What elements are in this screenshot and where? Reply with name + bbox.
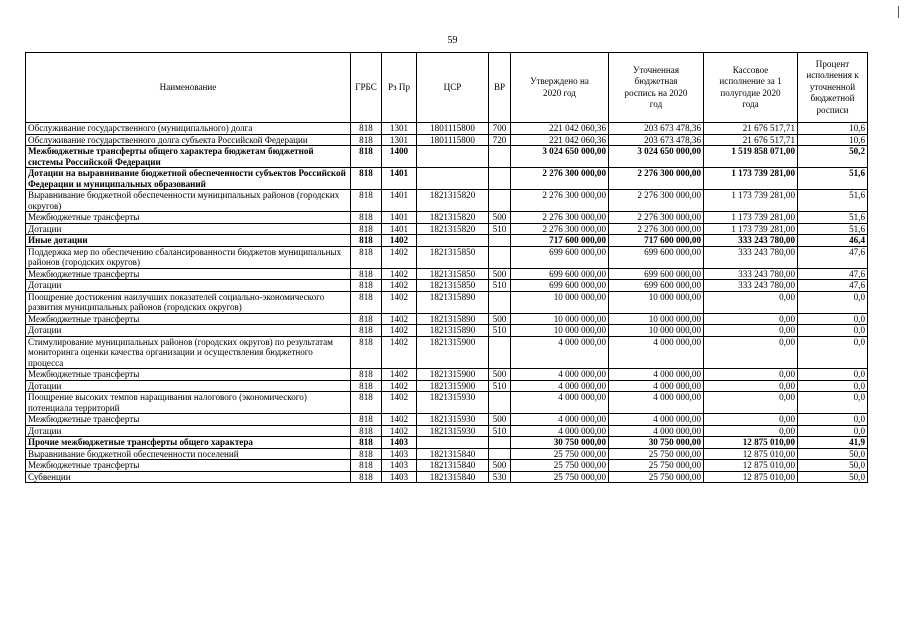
table-row — [26, 134, 868, 146]
row-cash: 333 243 780,00 — [704, 246, 798, 268]
table-row — [26, 246, 868, 268]
row-approved: 25 750 000,00 — [511, 471, 609, 483]
row-name: Выравнивание бюджетной обеспеченности поселений — [26, 448, 351, 460]
row-name: Дотации — [26, 425, 351, 437]
row-grbs: 818 — [351, 325, 382, 337]
row-grbs: 818 — [351, 437, 382, 449]
row-rzpr: 1403 — [382, 437, 417, 449]
row-rzpr: 1402 — [382, 392, 417, 414]
table-row — [26, 291, 868, 313]
row-percent: 41,9 — [798, 437, 868, 449]
row-grbs: 818 — [351, 471, 382, 483]
row-approved: 3 024 650 000,00 — [511, 146, 609, 168]
table-row — [26, 414, 868, 426]
row-vr — [489, 235, 511, 247]
row-percent: 47,6 — [798, 280, 868, 292]
row-csr: 1821315840 — [417, 471, 489, 483]
row-percent: 0,0 — [798, 380, 868, 392]
row-cash: 1 173 739 281,00 — [704, 212, 798, 224]
row-csr: 1801115800 — [417, 134, 489, 146]
row-vr: 510 — [489, 223, 511, 235]
row-name: Межбюджетные трансферты общего характера бюджетам бюджетной системы Российской Федерации — [26, 146, 351, 168]
row-approved: 30 750 000,00 — [511, 437, 609, 449]
row-grbs: 818 — [351, 460, 382, 472]
row-percent: 51,6 — [798, 168, 868, 190]
row-cash: 333 243 780,00 — [704, 268, 798, 280]
header-rzpr: Рз Пр — [382, 53, 417, 123]
row-grbs: 818 — [351, 123, 382, 135]
row-vr: 530 — [489, 471, 511, 483]
table-row — [26, 437, 868, 449]
row-cash: 0,00 — [704, 291, 798, 313]
row-approved: 2 276 300 000,00 — [511, 223, 609, 235]
table-row — [26, 392, 868, 414]
row-csr: 1821315820 — [417, 223, 489, 235]
row-refined: 4 000 000,00 — [609, 414, 704, 426]
row-refined: 3 024 650 000,00 — [609, 146, 704, 168]
row-name: Межбюджетные трансферты — [26, 414, 351, 426]
table-body — [26, 123, 868, 483]
row-cash: 0,00 — [704, 369, 798, 381]
row-csr — [417, 235, 489, 247]
row-grbs: 818 — [351, 291, 382, 313]
row-vr: 700 — [489, 123, 511, 135]
row-vr: 500 — [489, 268, 511, 280]
row-csr: 1821315890 — [417, 291, 489, 313]
row-vr: 720 — [489, 134, 511, 146]
budget-table — [25, 52, 868, 483]
table-row — [26, 448, 868, 460]
row-vr: 510 — [489, 425, 511, 437]
row-cash: 12 875 010,00 — [704, 448, 798, 460]
row-refined: 4 000 000,00 — [609, 336, 704, 369]
row-percent: 51,6 — [798, 190, 868, 212]
row-name: Обслуживание государственного долга субъекта Российской Федерации — [26, 134, 351, 146]
row-approved: 4 000 000,00 — [511, 425, 609, 437]
header-name: Наименование — [26, 53, 351, 123]
row-percent: 0,0 — [798, 313, 868, 325]
row-refined: 203 673 478,36 — [609, 134, 704, 146]
row-approved: 699 600 000,00 — [511, 246, 609, 268]
row-grbs: 818 — [351, 369, 382, 381]
row-approved: 221 042 060,36 — [511, 134, 609, 146]
row-grbs: 818 — [351, 336, 382, 369]
row-name: Поощрение достижения наилучших показателей социально-экономического развития муниципальных районов (городских округов) — [26, 291, 351, 313]
table-row — [26, 425, 868, 437]
row-rzpr: 1402 — [382, 369, 417, 381]
row-refined: 2 276 300 000,00 — [609, 190, 704, 212]
row-grbs: 818 — [351, 448, 382, 460]
row-percent: 0,0 — [798, 369, 868, 381]
row-rzpr: 1403 — [382, 471, 417, 483]
row-grbs: 818 — [351, 168, 382, 190]
row-grbs: 818 — [351, 280, 382, 292]
row-refined: 2 276 300 000,00 — [609, 212, 704, 224]
row-grbs: 818 — [351, 235, 382, 247]
header-grbs: ГРБС — [351, 53, 382, 123]
row-refined: 4 000 000,00 — [609, 380, 704, 392]
table-row — [26, 168, 868, 190]
row-csr: 1821315900 — [417, 380, 489, 392]
row-refined: 25 750 000,00 — [609, 460, 704, 472]
row-percent: 47,6 — [798, 246, 868, 268]
row-name: Межбюджетные трансферты — [26, 369, 351, 381]
row-cash: 333 243 780,00 — [704, 235, 798, 247]
row-percent: 51,6 — [798, 212, 868, 224]
row-approved: 2 276 300 000,00 — [511, 212, 609, 224]
row-rzpr: 1402 — [382, 425, 417, 437]
row-approved: 10 000 000,00 — [511, 313, 609, 325]
row-refined: 699 600 000,00 — [609, 268, 704, 280]
row-cash: 21 676 517,71 — [704, 123, 798, 135]
header-vr: ВР — [489, 53, 511, 123]
row-vr: 510 — [489, 280, 511, 292]
row-name: Субвенции — [26, 471, 351, 483]
row-refined: 10 000 000,00 — [609, 325, 704, 337]
row-cash: 1 173 739 281,00 — [704, 190, 798, 212]
row-vr: 500 — [489, 414, 511, 426]
row-approved: 25 750 000,00 — [511, 448, 609, 460]
table-row — [26, 460, 868, 472]
row-cash: 1 173 739 281,00 — [704, 223, 798, 235]
row-rzpr: 1402 — [382, 291, 417, 313]
row-vr: 500 — [489, 212, 511, 224]
row-percent: 51,6 — [798, 223, 868, 235]
row-name: Выравнивание бюджетной обеспеченности муниципальных районов (городских округов) — [26, 190, 351, 212]
row-rzpr: 1301 — [382, 134, 417, 146]
row-vr: 510 — [489, 325, 511, 337]
row-vr: 510 — [489, 380, 511, 392]
row-percent: 50,0 — [798, 471, 868, 483]
row-cash: 0,00 — [704, 313, 798, 325]
table-header-row — [26, 53, 868, 123]
row-percent: 0,0 — [798, 414, 868, 426]
table-row — [26, 325, 868, 337]
row-grbs: 818 — [351, 190, 382, 212]
row-rzpr: 1402 — [382, 313, 417, 325]
row-name: Иные дотации — [26, 235, 351, 247]
row-csr: 1821315840 — [417, 448, 489, 460]
row-approved: 4 000 000,00 — [511, 392, 609, 414]
row-name: Дотации — [26, 325, 351, 337]
row-refined: 25 750 000,00 — [609, 471, 704, 483]
row-csr: 1821315850 — [417, 246, 489, 268]
row-vr — [489, 246, 511, 268]
row-csr: 1821315930 — [417, 392, 489, 414]
row-name: Дотации — [26, 380, 351, 392]
table-row — [26, 471, 868, 483]
table-row — [26, 369, 868, 381]
row-cash: 0,00 — [704, 414, 798, 426]
row-name: Обслуживание государственного (муниципального) долга — [26, 123, 351, 135]
row-grbs: 818 — [351, 313, 382, 325]
row-refined: 4 000 000,00 — [609, 369, 704, 381]
row-cash: 12 875 010,00 — [704, 437, 798, 449]
row-refined: 25 750 000,00 — [609, 448, 704, 460]
row-csr: 1801115800 — [417, 123, 489, 135]
row-name: Поддержка мер по обеспечению сбалансированности бюджетов муниципальных районов (городских округов) — [26, 246, 351, 268]
row-grbs: 818 — [351, 268, 382, 280]
row-vr — [489, 437, 511, 449]
row-vr — [489, 392, 511, 414]
row-cash: 0,00 — [704, 425, 798, 437]
row-percent: 0,0 — [798, 325, 868, 337]
row-percent: 0,0 — [798, 392, 868, 414]
table-row — [26, 223, 868, 235]
row-csr: 1821315850 — [417, 268, 489, 280]
row-csr: 1821315820 — [417, 212, 489, 224]
row-vr — [489, 448, 511, 460]
row-grbs: 818 — [351, 134, 382, 146]
row-rzpr: 1301 — [382, 123, 417, 135]
row-approved: 699 600 000,00 — [511, 280, 609, 292]
header-approved: Утверждено на 2020 год — [511, 53, 609, 123]
row-grbs: 818 — [351, 425, 382, 437]
row-csr: 1821315930 — [417, 414, 489, 426]
row-name: Прочие межбюджетные трансферты общего характера — [26, 437, 351, 449]
row-rzpr: 1401 — [382, 168, 417, 190]
row-approved: 10 000 000,00 — [511, 291, 609, 313]
row-grbs: 818 — [351, 212, 382, 224]
row-cash: 333 243 780,00 — [704, 280, 798, 292]
row-csr: 1821315900 — [417, 336, 489, 369]
row-name: Межбюджетные трансферты — [26, 268, 351, 280]
row-name: Стимулирование муниципальных районов (городских округов) по результатам мониторинга оценки качества организации и осуществления бюджетного процесса — [26, 336, 351, 369]
table-row — [26, 380, 868, 392]
row-rzpr: 1402 — [382, 246, 417, 268]
row-refined: 4 000 000,00 — [609, 392, 704, 414]
row-refined: 10 000 000,00 — [609, 313, 704, 325]
row-percent: 0,0 — [798, 425, 868, 437]
row-approved: 4 000 000,00 — [511, 414, 609, 426]
row-cash: 0,00 — [704, 325, 798, 337]
row-csr — [417, 168, 489, 190]
row-approved: 221 042 060,36 — [511, 123, 609, 135]
row-grbs: 818 — [351, 392, 382, 414]
table-row — [26, 313, 868, 325]
row-refined: 203 673 478,36 — [609, 123, 704, 135]
row-rzpr: 1402 — [382, 336, 417, 369]
row-cash: 1 519 858 071,00 — [704, 146, 798, 168]
row-vr — [489, 190, 511, 212]
row-cash: 12 875 010,00 — [704, 471, 798, 483]
row-percent: 0,0 — [798, 291, 868, 313]
row-csr: 1821315820 — [417, 190, 489, 212]
row-vr: 500 — [489, 460, 511, 472]
row-rzpr: 1403 — [382, 448, 417, 460]
row-refined: 2 276 300 000,00 — [609, 223, 704, 235]
row-name: Межбюджетные трансферты — [26, 313, 351, 325]
row-csr — [417, 146, 489, 168]
row-refined: 717 600 000,00 — [609, 235, 704, 247]
row-csr: 1821315930 — [417, 425, 489, 437]
row-cash: 0,00 — [704, 336, 798, 369]
header-refined: Уточненная бюджетная роспись на 2020 год — [609, 53, 704, 123]
row-csr: 1821315850 — [417, 280, 489, 292]
row-percent: 0,0 — [798, 336, 868, 369]
row-percent: 50,2 — [798, 146, 868, 168]
row-cash: 12 875 010,00 — [704, 460, 798, 472]
page-number: 59 — [447, 35, 458, 46]
row-vr: 500 — [489, 369, 511, 381]
row-cash: 21 676 517,71 — [704, 134, 798, 146]
row-rzpr: 1401 — [382, 190, 417, 212]
row-approved: 2 276 300 000,00 — [511, 190, 609, 212]
header-csr: ЦСР — [417, 53, 489, 123]
header-cash: Кассовое исполнение за 1 полугодие 2020 года — [704, 53, 798, 123]
row-rzpr: 1402 — [382, 414, 417, 426]
row-percent: 47,6 — [798, 268, 868, 280]
row-refined: 2 276 300 000,00 — [609, 168, 704, 190]
row-rzpr: 1402 — [382, 325, 417, 337]
row-csr — [417, 437, 489, 449]
row-rzpr: 1402 — [382, 235, 417, 247]
row-refined: 30 750 000,00 — [609, 437, 704, 449]
row-approved: 10 000 000,00 — [511, 325, 609, 337]
row-name: Поощрение высоких темпов наращивания налогового (экономического) потенциала территорий — [26, 392, 351, 414]
page-edge-mark — [898, 6, 899, 18]
row-cash: 0,00 — [704, 380, 798, 392]
row-percent: 10,6 — [798, 134, 868, 146]
table-row — [26, 146, 868, 168]
row-percent: 50,0 — [798, 460, 868, 472]
table-row — [26, 235, 868, 247]
row-refined: 699 600 000,00 — [609, 280, 704, 292]
table-row — [26, 280, 868, 292]
row-rzpr: 1402 — [382, 268, 417, 280]
row-rzpr: 1401 — [382, 223, 417, 235]
row-name: Межбюджетные трансферты — [26, 460, 351, 472]
row-csr: 1821315900 — [417, 369, 489, 381]
table-row — [26, 123, 868, 135]
row-grbs: 818 — [351, 246, 382, 268]
row-name: Межбюджетные трансферты — [26, 212, 351, 224]
row-csr: 1821315840 — [417, 460, 489, 472]
row-approved: 2 276 300 000,00 — [511, 168, 609, 190]
header-percent: Процент исполнения к уточненной бюджетной росписи — [798, 53, 868, 123]
row-grbs: 818 — [351, 146, 382, 168]
row-csr: 1821315890 — [417, 325, 489, 337]
row-percent: 10,6 — [798, 123, 868, 135]
row-cash: 1 173 739 281,00 — [704, 168, 798, 190]
row-grbs: 818 — [351, 380, 382, 392]
row-csr: 1821315890 — [417, 313, 489, 325]
row-name: Дотации — [26, 223, 351, 235]
table-row — [26, 336, 868, 369]
row-rzpr: 1402 — [382, 380, 417, 392]
row-name: Дотации на выравнивание бюджетной обеспеченности субъектов Российской Федерации и муниципальных образований — [26, 168, 351, 190]
row-rzpr: 1400 — [382, 146, 417, 168]
row-refined: 4 000 000,00 — [609, 425, 704, 437]
row-approved: 4 000 000,00 — [511, 380, 609, 392]
row-name: Дотации — [26, 280, 351, 292]
row-vr — [489, 168, 511, 190]
row-refined: 10 000 000,00 — [609, 291, 704, 313]
row-approved: 25 750 000,00 — [511, 460, 609, 472]
row-approved: 4 000 000,00 — [511, 336, 609, 369]
row-vr — [489, 336, 511, 369]
row-vr — [489, 146, 511, 168]
row-percent: 50,0 — [798, 448, 868, 460]
row-grbs: 818 — [351, 223, 382, 235]
row-percent: 46,4 — [798, 235, 868, 247]
table-row — [26, 268, 868, 280]
row-cash: 0,00 — [704, 392, 798, 414]
row-approved: 4 000 000,00 — [511, 369, 609, 381]
row-vr — [489, 291, 511, 313]
row-approved: 717 600 000,00 — [511, 235, 609, 247]
row-rzpr: 1403 — [382, 460, 417, 472]
row-rzpr: 1401 — [382, 212, 417, 224]
table-row — [26, 190, 868, 212]
row-grbs: 818 — [351, 414, 382, 426]
row-refined: 699 600 000,00 — [609, 246, 704, 268]
row-rzpr: 1402 — [382, 280, 417, 292]
row-approved: 699 600 000,00 — [511, 268, 609, 280]
table-row — [26, 212, 868, 224]
row-vr: 500 — [489, 313, 511, 325]
